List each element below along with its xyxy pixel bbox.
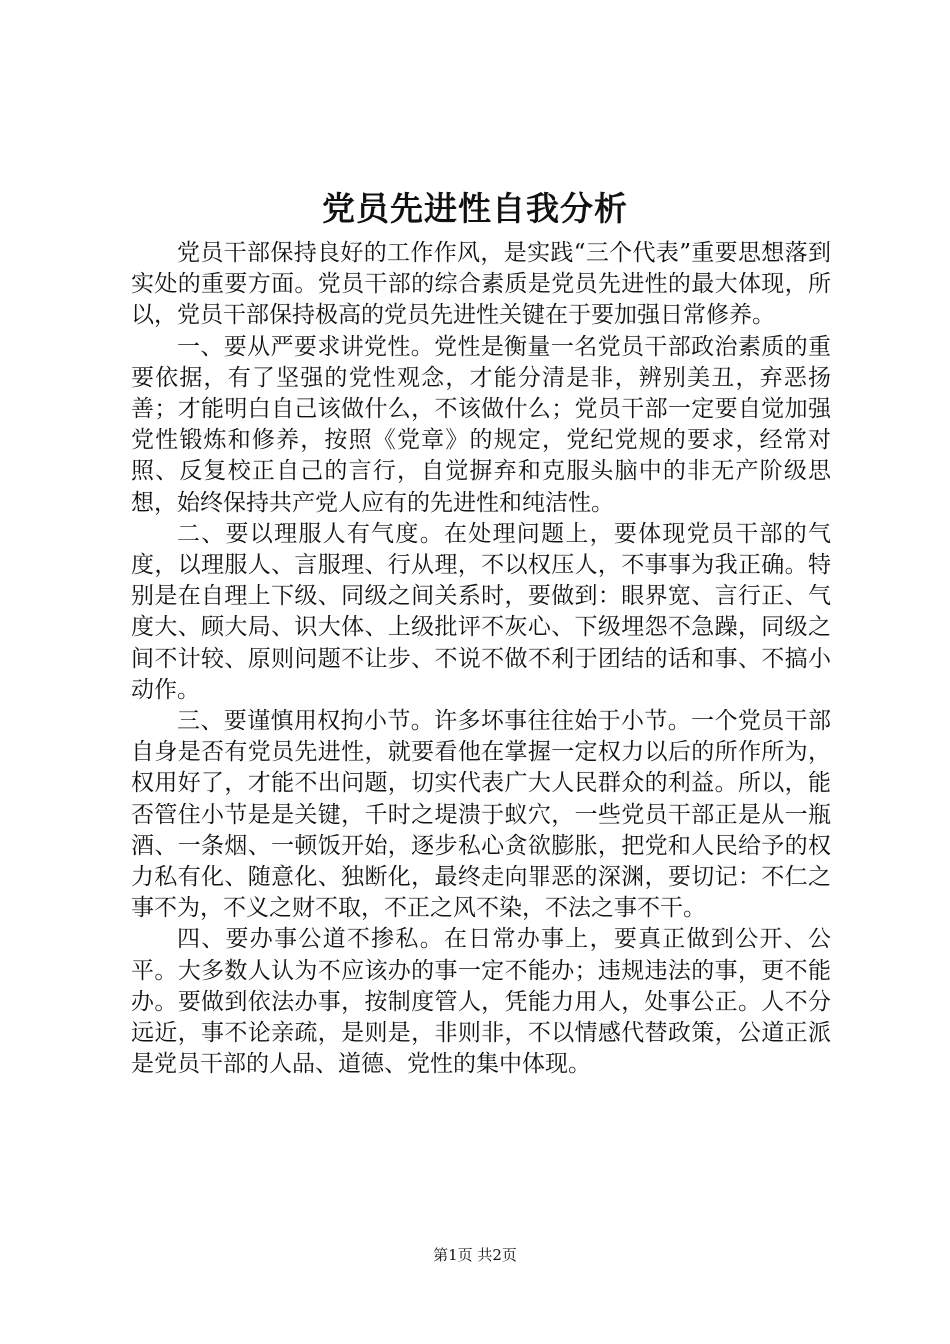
page-number-footer: 第1页 共2页 — [433, 1246, 517, 1264]
document-body — [131, 238, 831, 1080]
paragraph-point-4: 四、要办事公道不掺私。在日常办事上，要真正做到公开、公平。大多数人认为不应该办的事一定不能办；违规违法的事，更不能办。要做到依法办事，按制度管人，凭能力用人，处事公正。人不分远近，事不论亲疏，是则是，非则非，不以情感代替政策，公道正派是党员干部的人品、道德、党性的集中体现。 — [131, 926, 831, 1078]
paragraph-point-1: 一、要从严要求讲党性。党性是衡量一名党员干部政治素质的重要依据，有了坚强的党性观念，才能分清是非，辨别美丑，弃恶扬善；才能明白自己该做什么，不该做什么；党员干部一定要自觉加强党性锻炼和修养，按照《党章》的规定，党纪党规的要求，经常对照、反复校正自己的言行，自觉摒弃和克服头脑中的非无产阶级思想，始终保持共产党人应有的先进性和纯洁性。 — [131, 333, 831, 516]
document-title: 党员先进性自我分析 — [322, 189, 628, 228]
paragraph-intro: 党员干部保持良好的工作作风，是实践“三个代表”重要思想落到实处的重要方面。党员干部的综合素质是党员先进性的最大体现，所以，党员干部保持极高的党员先进性关键在于要加强日常修养。 — [131, 240, 831, 329]
paragraph-point-3: 三、要谨慎用权拘小节。许多坏事往往始于小节。一个党员干部自身是否有党员先进性，就要看他在掌握一定权力以后的所作所为，权用好了，才能不出问题，切实代表广大人民群众的利益。所以，能否管住小节是是关键，千时之堤溃于蚁穴，一些党员干部正是从一瓶酒、一条烟、一顿饭开始，逐步私心贪欲膨胀，把党和人民给予的权力私有化、随意化、独断化，最终走向罪恶的深渊，要切记：不仁之事不为，不义之财不取，不正之风不染，不法之事不干。 — [131, 708, 831, 922]
paragraph-point-2: 二、要以理服人有气度。在处理问题上，要体现党员干部的气度，以理服人、言服理、行从理，不以权压人，不事事为我正确。特别是在自理上下级、同级之间关系时，要做到：眼界宽、言行正、气度大、顾大局、识大体、上级批评不灰心、下级埋怨不急躁，同级之间不计较、原则问题不让步、不说不做不利于团结的话和事、不搞小动作。 — [131, 520, 831, 703]
